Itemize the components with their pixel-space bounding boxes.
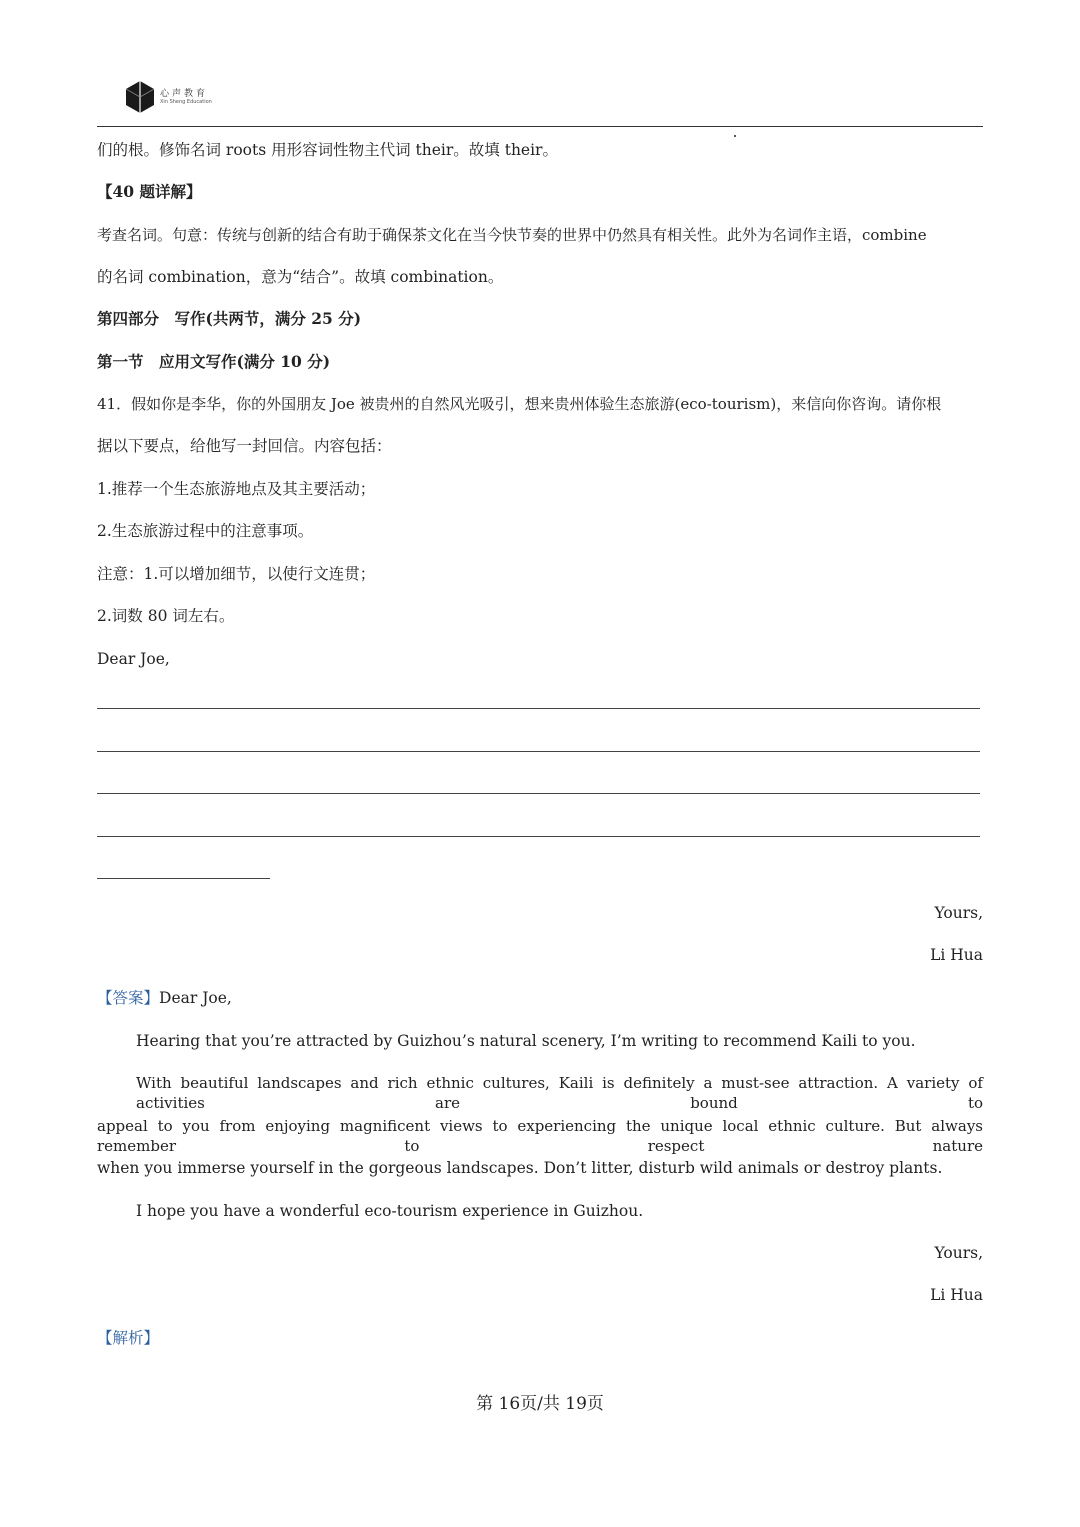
analysis-label: 【解析】 — [97, 1329, 160, 1347]
part4-heading: 第四部分 写作(共两节，满分 25 分) — [97, 309, 362, 328]
q40-explanation-line1: 考查名词。句意：传统与创新的结合有助于确保茶文化在当今快节奏的世界中仍然具有相关性。此外为名词作主语，combine — [97, 226, 927, 244]
answer-para2-line2: appeal to you from enjoying magnificent views to experiencing the unique local ethnic culture. But always remember to respect nature — [97, 1117, 983, 1155]
logo-subtitle: Xin Sheng Education — [160, 99, 212, 105]
q41-point2: 2.生态旅游过程中的注意事项。 — [97, 522, 314, 540]
writing-line-short — [97, 878, 270, 879]
answer-closing-name: Li Hua — [930, 1286, 983, 1304]
answer-para3: I hope you have a wonderful eco-tourism experience in Guizhou. — [136, 1202, 644, 1220]
text-line-roots: 们的根。修饰名词 roots 用形容词性物主代词 their。故填 their。 — [97, 141, 558, 159]
stray-mark — [734, 135, 736, 137]
logo — [124, 80, 234, 114]
logo-name: 心声教育 — [160, 89, 209, 99]
answer-salutation: Dear Joe, — [159, 989, 232, 1007]
page-number: 第 16页/共 19页 — [476, 1394, 604, 1414]
hexagon-logo-icon — [124, 80, 156, 114]
writing-line — [97, 793, 980, 794]
q41-note1: 注意：1.可以增加细节，以使行文连贯； — [97, 565, 376, 583]
letter-closing-name: Li Hua — [930, 946, 983, 964]
q40-heading: 【40 题详解】 — [97, 182, 202, 201]
answer-closing-yours: Yours, — [934, 1244, 983, 1262]
letter-closing-yours: Yours, — [934, 904, 983, 922]
writing-line — [97, 751, 980, 752]
answer-header — [97, 988, 983, 1008]
q41-point1: 1.推荐一个生态旅游地点及其主要活动； — [97, 480, 376, 498]
answer-para2-line3: when you immerse yourself in the gorgeous landscapes. Don’t litter, disturb wild animals or destroy plants. — [97, 1159, 943, 1177]
writing-line — [97, 836, 980, 837]
header-divider — [97, 126, 983, 127]
q41-prompt-line2: 据以下要点，给他写一封回信。内容包括： — [97, 437, 392, 455]
q41-prompt-line1: 41．假如你是李华，你的外国朋友 Joe 被贵州的自然风光吸引，想来贵州体验生态旅游(eco-tourism)，来信向你咨询。请你根 — [97, 395, 942, 413]
q40-explanation-line2: 的名词 combination，意为“结合”。故填 combination。 — [97, 268, 504, 286]
answer-para1: Hearing that you’re attracted by Guizhou’s natural scenery, I’m writing to recommend Kaili to you. — [136, 1032, 916, 1050]
q41-note2: 2.词数 80 词左右。 — [97, 607, 235, 625]
answer-label: 【答案】 — [97, 989, 160, 1007]
answer-para2-line1: With beautiful landscapes and rich ethnic cultures, Kaili is definitely a must-see attraction. A variety of activities are bound to — [136, 1074, 983, 1112]
section1-heading: 第一节 应用文写作(满分 10 分) — [97, 352, 331, 371]
writing-line — [97, 708, 980, 709]
letter-salutation: Dear Joe, — [97, 650, 170, 668]
